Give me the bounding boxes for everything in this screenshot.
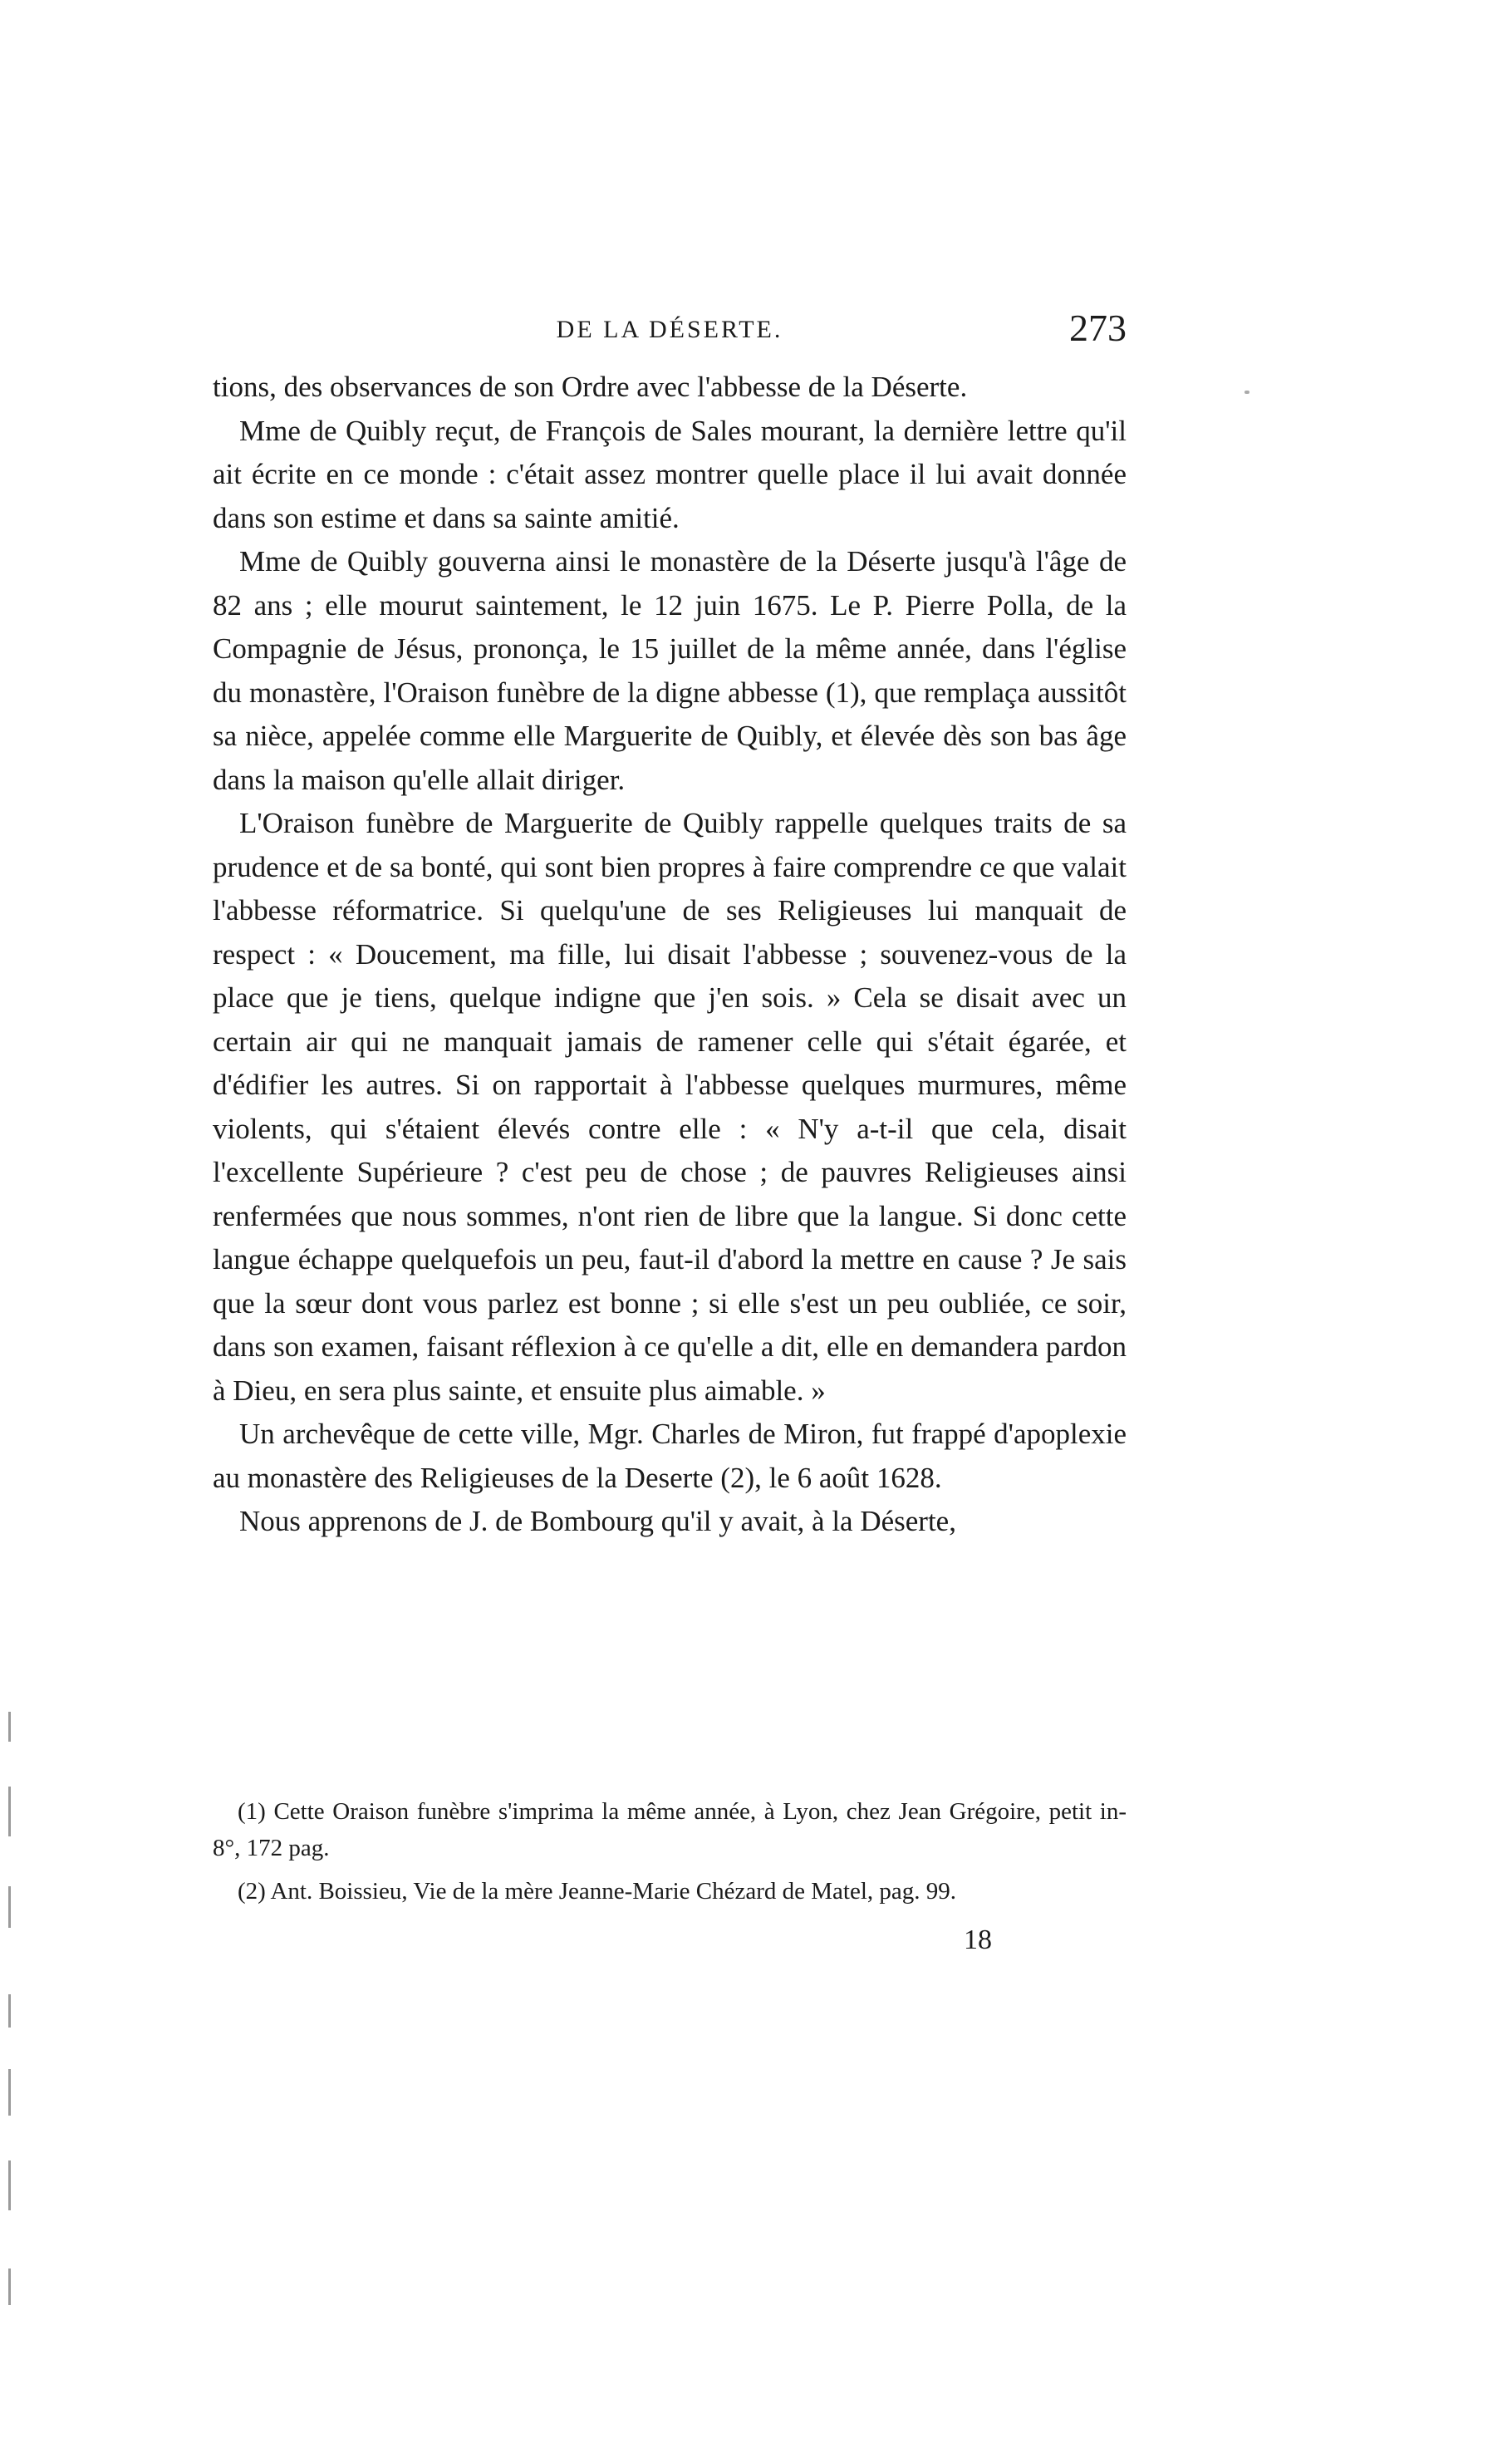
body-text [213,366,1127,1544]
scan-margin-mark [8,2268,11,2305]
scan-margin-mark [8,2160,11,2210]
page-number: 273 [1069,307,1127,349]
footnotes [213,1793,1127,1916]
footnote-1: (1) Cette Oraison funèbre s'imprima la même année, à Lyon, chez Jean Grégoire, petit in-8°, 172 pag. [213,1798,1127,1861]
scan-margin-mark [8,1886,11,1928]
paragraph-6: Nous apprenons de J. de Bombourg qu'il y avait, à la Déserte, [239,1505,956,1537]
scan-margin-mark [8,2069,11,2116]
scan-margin-mark [8,1994,11,2028]
scan-margin-mark [8,1787,11,1836]
running-head [213,306,1127,356]
paragraph-2: Mme de Quibly reçut, de François de Sales mourant, la dernière lettre qu'il ait écrite en ce monde : c'était assez montrer quelle place il lui avait donnée dans son estime et dans sa sainte amitié. [213,414,1127,534]
running-title: DE LA DÉSERTE. [556,316,783,343]
signature-mark: 18 [964,1924,992,1955]
paragraph-4: L'Oraison funèbre de Marguerite de Quibly rappelle quelques traits de sa prudence et de sa bonté, qui sont bien propres à faire comprendre ce que valait l'abbesse réformatrice. Si quelqu'une de ses Religieuses lui manquait de respect : « Doucement, ma fille, lui disait l'abbesse ; souvenez-vous de la place que je tiens, quelque indigne que j'en sois. » Cela se disait avec un certain air qui ne manquait jamais de ramener celle qui s'était égarée, et d'édifier les autres. Si on rapportait à l'abbesse quelques murmures, même violents, qui s'étaient élevés contre elle : « N'y a-t-il que cela, disait l'excellente Supérieure ? c'est peu de chose ; de pauvres Religieuses ainsi renfermées que nous sommes, n'ont rien de libre que la langue. Si donc cette langue échappe quelquefois un peu, faut-il d'abord la mettre en cause ? Je sais que la sœur dont vous parlez est bonne ; si elle s'est un peu oubliée, ce soir, dans son examen, faisant réflexion à ce qu'elle a dit, elle en demandera pardon à Dieu, en sera plus sainte, et ensuite plus aimable. » [213,807,1127,1407]
footnote-2: (2) Ant. Boissieu, Vie de la mère Jeanne-Marie Chézard de Matel, pag. 99. [238,1878,957,1905]
scan-speck [1244,391,1249,394]
scan-margin-mark [8,1712,11,1742]
paragraph-5: Un archevêque de cette ville, Mgr. Charles de Miron, fut frappé d'apoplexie au monastère des Religieuses de la Deserte (2), le 6 août 1628. [213,1418,1127,1494]
paragraph-3: Mme de Quibly gouverna ainsi le monastère de la Déserte jusqu'à l'âge de 82 ans ; elle mourut saintement, le 12 juin 1675. Le P. Pierre Polla, de la Compagnie de Jésus, prononça, le 15 juillet de la même année, dans l'église du monastère, l'Oraison funèbre de la digne abbesse (1), que remplaça aussitôt sa nièce, appelée comme elle Marguerite de Quibly, et élevée dès son bas âge dans la maison qu'elle allait diriger. [213,545,1127,796]
paragraph-1: tions, des observances de son Ordre avec l'abbesse de la Déserte. [213,371,968,403]
